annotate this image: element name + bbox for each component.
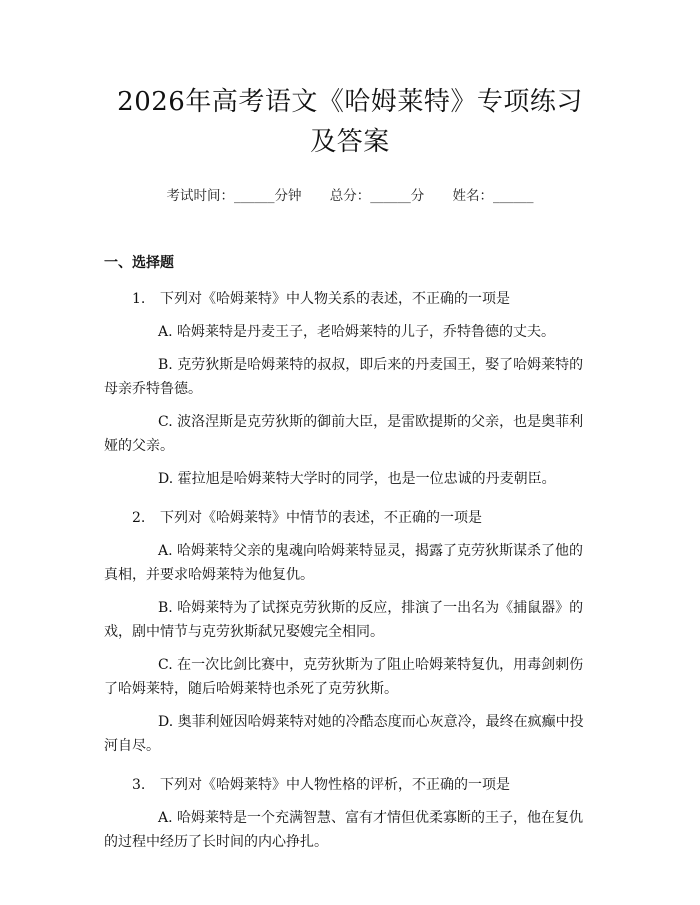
question-2 bbox=[104, 506, 596, 530]
question-number: 3. bbox=[132, 777, 146, 793]
total-score: 总分：______分 bbox=[329, 188, 425, 204]
student-name: 姓名：______ bbox=[452, 188, 534, 204]
question-number: 2. bbox=[132, 510, 146, 526]
question-text: 下列对《哈姆莱特》中人物关系的表述，不正确的一项是 bbox=[160, 291, 510, 307]
option-1b: B. 克劳狄斯是哈姆莱特的叔叔，即后来的丹麦国王，娶了哈姆莱特的母亲乔特鲁德。 bbox=[104, 357, 584, 397]
option-2a: A. 哈姆莱特父亲的鬼魂向哈姆莱特显灵，揭露了克劳狄斯谋杀了他的真相，并要求哈姆莱特为他复仇。 bbox=[104, 543, 584, 583]
question-3 bbox=[104, 773, 596, 797]
option-2c: C. 在一次比剑比赛中，克劳狄斯为了阻止哈姆莱特复仇，用毒剑刺伤了哈姆莱特，随后哈姆莱特也杀死了克劳狄斯。 bbox=[104, 657, 584, 697]
option-1a: A. 哈姆莱特是丹麦王子，老哈姆莱特的儿子，乔特鲁德的丈夫。 bbox=[158, 324, 556, 340]
question-text: 下列对《哈姆莱特》中情节的表述，不正确的一项是 bbox=[160, 510, 482, 526]
exam-time: 考试时间：______分钟 bbox=[166, 188, 302, 204]
option-1c: C. 波洛涅斯是克劳狄斯的御前大臣，是雷欧提斯的父亲，也是奥菲利娅的父亲。 bbox=[104, 414, 584, 454]
option-2d: D. 奥菲利娅因哈姆莱特对她的冷酷态度而心灰意冷，最终在疯癫中投河自尽。 bbox=[104, 714, 584, 754]
question-1 bbox=[104, 287, 596, 311]
question-number: 1. bbox=[132, 291, 146, 307]
exam-info bbox=[104, 184, 596, 204]
question-text: 下列对《哈姆莱特》中人物性格的评析，不正确的一项是 bbox=[160, 777, 510, 793]
option-3a: A. 哈姆莱特是一个充满智慧、富有才情但优柔寡断的王子，他在复仇的过程中经历了长时间的内心挣扎。 bbox=[104, 810, 584, 850]
option-2b: B. 哈姆莱特为了试探克劳狄斯的反应，排演了一出名为《捕鼠器》的戏，剧中情节与克劳狄斯弑兄娶嫂完全相同。 bbox=[104, 600, 584, 640]
document-title: 2026年高考语文《哈姆莱特》专项练习及答案 bbox=[117, 87, 583, 157]
section-heading: 一、选择题 bbox=[104, 255, 174, 271]
option-1d: D. 霍拉旭是哈姆莱特大学时的同学，也是一位忠诚的丹麦朝臣。 bbox=[158, 471, 556, 487]
